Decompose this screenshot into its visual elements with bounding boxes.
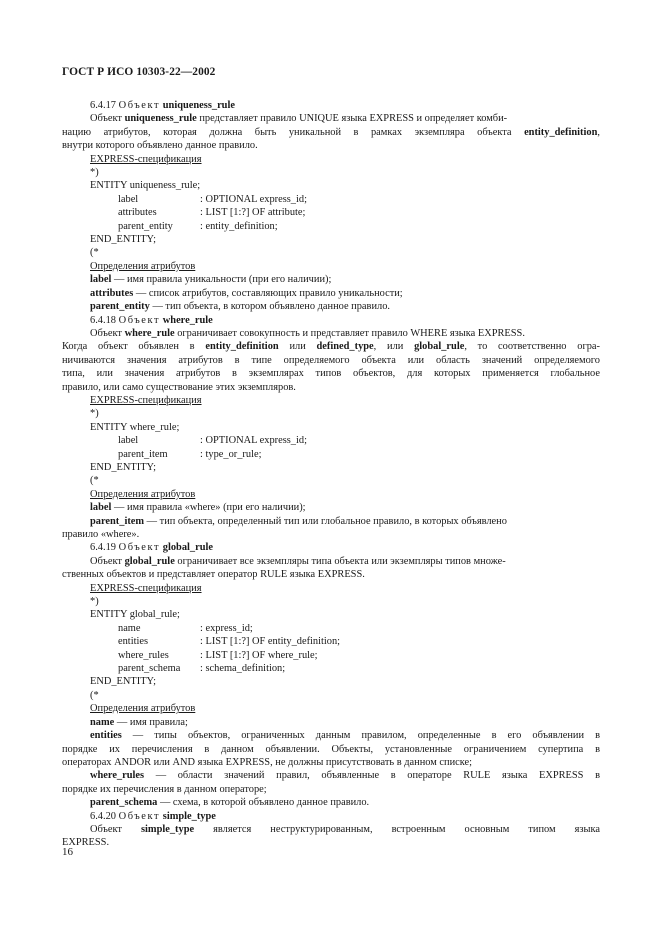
paragraph-line: ничиваются значения атрибутов в типе определяемого объекта или область значений определяемого	[62, 354, 600, 366]
code-close: (*	[90, 247, 99, 259]
page-number: 16	[62, 846, 73, 858]
definition-line: name — имя правила;	[90, 716, 188, 728]
express-spec-heading: EXPRESS-спецификация	[90, 153, 202, 165]
attribute-definitions-heading: Определения атрибутов	[90, 703, 196, 715]
entity-declaration: ENTITY where_rule;	[90, 421, 180, 433]
paragraph-line: ственных объектов и представляет оператор RULE языка EXPRESS.	[62, 569, 365, 581]
paragraph-line: EXPRESS.	[62, 837, 110, 849]
code-close: (*	[90, 689, 99, 701]
paragraph-line: внутри которого объявлено данное правило.	[62, 140, 258, 152]
definition-line: parent_item — тип объекта, определенный тип или глобальное правило, в которых объявлено	[90, 515, 507, 527]
page-body	[62, 99, 600, 850]
definition-continuation: правило «where».	[62, 529, 140, 540]
entity-end: END_ENTITY;	[90, 234, 156, 246]
attribute-line: label : OPTIONAL express_id;	[118, 435, 307, 447]
attribute-line: parent_item : type_or_rule;	[118, 448, 262, 460]
section-heading-6-4-20: 6.4.20 Объект simple_type	[90, 810, 216, 822]
express-spec-heading: EXPRESS-спецификация	[90, 394, 202, 406]
entity-end: END_ENTITY;	[90, 461, 156, 473]
code-open: *)	[90, 167, 99, 179]
paragraph-line: Когда объект объявлен в entity_definition или defined_type, или global_rule, то соответственно огра-	[62, 341, 600, 353]
entity-declaration: ENTITY uniqueness_rule;	[90, 180, 201, 192]
entity-end: END_ENTITY;	[90, 676, 156, 688]
definition-line: label — имя правила «where» (при его наличии);	[90, 502, 306, 514]
section-heading-6-4-17: 6.4.17 Объект uniqueness_rule	[90, 100, 235, 111]
definition-line: where_rules — области значений правил, объявленные в операторе RULE языка EXPRESS в	[90, 770, 600, 782]
attribute-line: attributes : LIST [1:?] OF attribute;	[118, 207, 306, 219]
definition-continuation: операторах ANDOR или AND языка EXPRESS, не должны присутствовать в данном списке;	[62, 756, 473, 768]
attribute-line: parent_schema : schema_definition;	[118, 663, 286, 675]
definition-continuation: порядке их перечисления в данном операторе;	[62, 783, 267, 795]
definition-line: attributes — список атрибутов, составляющих правило уникальности;	[90, 287, 403, 299]
standard-header: ГОСТ Р ИСО 10303-22—2002	[62, 66, 216, 78]
attribute-line: name : express_id;	[118, 622, 253, 634]
attribute-line: parent_entity : entity_definition;	[118, 220, 278, 232]
code-close: (*	[90, 475, 99, 487]
attribute-definitions-heading: Определения атрибутов	[90, 260, 196, 272]
code-open: *)	[90, 596, 99, 608]
express-spec-heading: EXPRESS-спецификация	[90, 582, 202, 594]
paragraph-line: Объект global_rule ограничивает все экземпляры типа объекта или экземпляры типов множе-	[90, 555, 506, 567]
entity-declaration: ENTITY global_rule;	[90, 609, 180, 621]
definition-line: parent_entity — тип объекта, в котором объявлено данное правило.	[90, 301, 390, 313]
attribute-line: label : OPTIONAL express_id;	[118, 193, 307, 205]
definition-line: parent_schema — схема, в которой объявлено данное правило.	[90, 797, 370, 809]
paragraph-line: правило, или само существование этих экземпляров.	[62, 381, 296, 393]
paragraph-line: нацию атрибутов, которая должна быть уникальной в рамках экземпляра объекта entity_definition,	[62, 126, 600, 138]
definition-line: label — имя правила уникальности (при его наличии);	[90, 274, 332, 286]
paragraph-line: Объект where_rule ограничивает совокупность и представляет правило WHERE языка EXPRESS.	[90, 327, 525, 339]
section-heading-6-4-19: 6.4.19 Объект global_rule	[90, 542, 214, 554]
definition-line: entities — типы объектов, ограниченных данным правилом, определенные в его объявлении в	[90, 730, 600, 742]
definition-continuation: порядке их перечисления в данном объявлении. Объекты, установленные ограничением супертипа в	[62, 743, 600, 755]
paragraph-line: типа, или значения атрибутов в экземплярах типов объектов, для которых применяется глобальное	[62, 368, 600, 380]
paragraph-line: Объект uniqueness_rule представляет правило UNIQUE языка EXPRESS и определяет комби-	[90, 113, 508, 125]
attribute-line: where_rules : LIST [1:?] OF where_rule;	[118, 649, 318, 661]
attribute-line: entities : LIST [1:?] OF entity_definition;	[118, 636, 341, 648]
paragraph-line: Объект simple_type является неструктурированным, встроенным основным типом языка	[90, 823, 600, 835]
attribute-definitions-heading: Определения атрибутов	[90, 488, 196, 500]
section-heading-6-4-18: 6.4.18 Объект where_rule	[90, 314, 213, 326]
code-open: *)	[90, 408, 99, 420]
